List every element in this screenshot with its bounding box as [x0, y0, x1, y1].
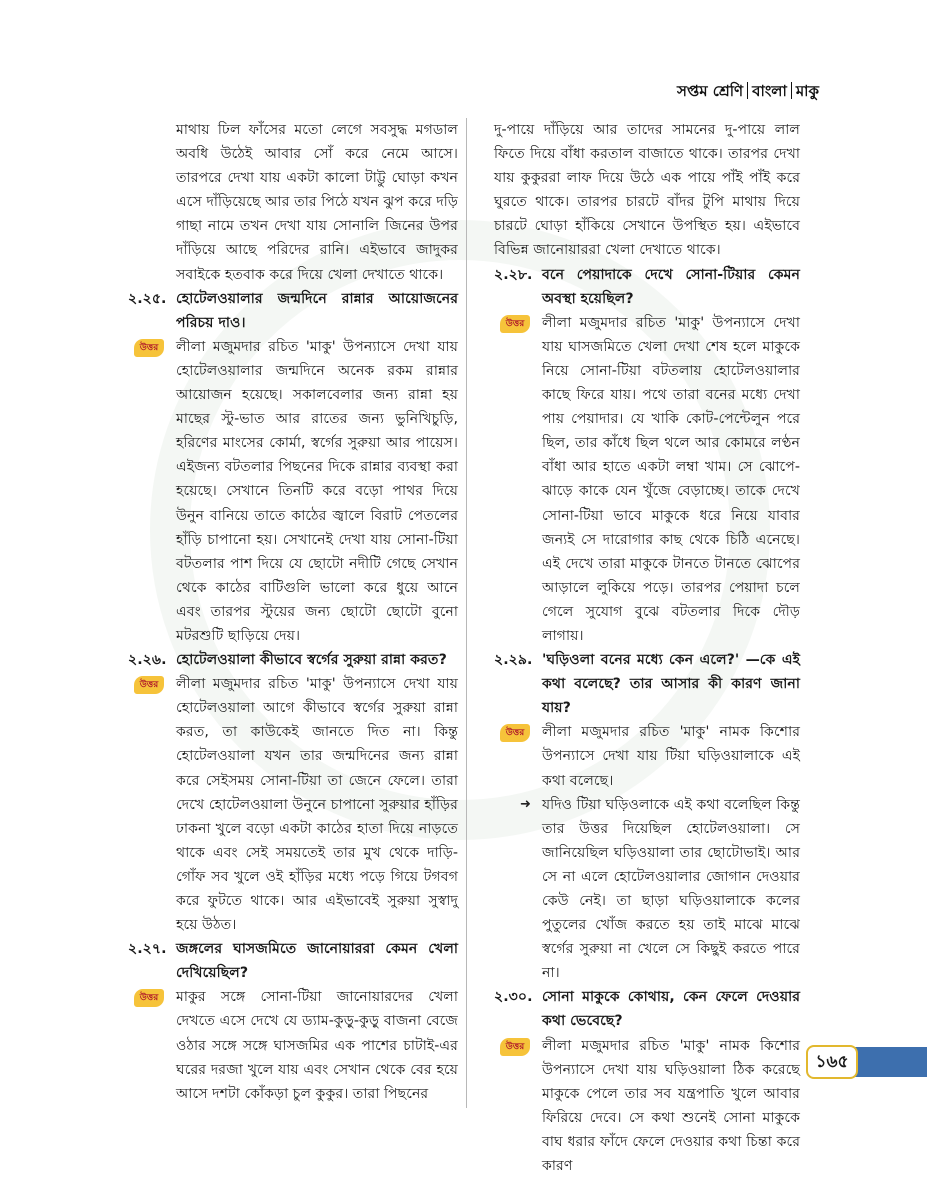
question-text: জঙ্গলের ঘাসজমিতে জানোয়াররা কেমন খেলা দেখিয়েছিল? — [176, 941, 458, 982]
header-separator — [747, 82, 748, 99]
question-number: ২.২৮. — [494, 266, 533, 283]
answer-2-25 — [128, 335, 458, 648]
arrow-bullet-icon: ➜ — [520, 796, 531, 812]
answer-2-29-continued — [494, 793, 800, 986]
left-column — [128, 118, 458, 1106]
answer-icon: উত্তর — [500, 724, 530, 742]
question-number: ২.২৯. — [494, 652, 533, 669]
answer-text: লীলা মজুমদার রচিত 'মাকু' নামক কিশোর উপন্যাসে দেখা যায় টিয়া ঘড়িওয়ালাকে এই কথা বলেছে। — [542, 724, 800, 789]
question-number: ২.২৫. — [128, 290, 167, 307]
question-2-27 — [128, 937, 458, 985]
answer-icon: উত্তর — [134, 339, 164, 357]
question-2-26 — [128, 648, 458, 672]
header-class: সপ্তম শ্রেণি — [676, 82, 744, 100]
answer-text: যদিও টিয়া ঘড়িওলাকে এই কথা বলেছিল কিন্তু তার উত্তর দিয়েছিল হোটেলওয়ালা। সে জানিয়েছিল ঘড়িওয়ালা তার ছোটোভাই। আর সে না এলে হোটেলওয়ালার জোগান দেওয়ার কেউ নেই। তা ছাড়া ঘড়িওয়ালাকে কলের পুতুলের খোঁজ করতে হয় তাই মাঝে মাঝে স্বর্গের সুরুয়া না খেলে সে কিছুই করতে পারে না। — [542, 796, 800, 982]
question-2-30 — [494, 985, 800, 1033]
header-chapter: মাকু — [795, 82, 819, 100]
running-header — [677, 80, 819, 105]
question-text: হোটেলওয়ালার জন্মদিনে রান্নার আয়োজনের পরিচয় দাও। — [176, 290, 458, 331]
column-divider — [466, 118, 467, 1108]
question-2-28 — [494, 263, 800, 311]
continued-paragraph: মাথায় ঢিল ফাঁসের মতো লেগে সবসুদ্ধ মগডাল অবধি উঠেই আবার সোঁ করে নেমে আসে। তারপরে দেখা যায় একটা কালো টাট্টু ঘোড়া কখন এসে দাঁড়িয়েছে আর তার পিঠে যখন ঝুপ করে দড়ি গাছা নামে তখন দেখা যায় সোনালি জিনের উপর দাঁড়িয়ে আছে পরিদের রানি। এইভাবে জাদুকর সবাইকে হতবাক করে দিয়ে খেলা দেখাতে থাকে। — [176, 122, 458, 283]
question-2-25 — [128, 287, 458, 335]
answer-2-27 — [128, 985, 458, 1105]
question-2-29 — [494, 648, 800, 720]
question-text: বনে পেয়াদাকে দেখে সোনা-টিয়ার কেমন অবস্থা হয়েছিল? — [542, 266, 800, 307]
question-text: 'ঘড়িওলা বনের মধ্যে কেন এলে?' —কে এই কথা বলেছে? তার আসার কী কারণ জানা যায়? — [542, 652, 800, 717]
continued-paragraph: দু-পায়ে দাঁড়িয়ে আর তাদের সামনের দু-পায়ে লাল ফিতে দিয়ে বাঁধা করতাল বাজাতে থাকে। তারপর দেখা যায় কুকুররা লাফ দিয়ে উঠে এক পায়ে পাঁই পাঁই করে ঘুরতে থাকে। তারপর চারটে বাঁদর টুপি মাথায় দিয়ে চারটে ঘোড়া হাঁকিয়ে সেখানে উপস্থিত হয়। এইভাবে বিভিন্ন জানোয়াররা খেলা দেখাতে থাকে। — [494, 122, 800, 259]
page-number: ১৬৫ — [806, 1045, 858, 1079]
question-number: ২.২৭. — [128, 941, 167, 958]
answer-icon: উত্তর — [500, 315, 530, 333]
question-text: হোটেলওয়ালা কীভাবে স্বর্গের সুরুয়া রান্না করত? — [176, 652, 447, 669]
answer-text: মাকুর সঙ্গে সোনা-টিয়া জানোয়ারদের খেলা দেখতে এসে দেখে যে ড্যাম-কুড়ু-কুড়ু বাজনা বেজে ওঠার সঙ্গে সঙ্গে ঘাসজমির এক পাশের চাটাই-এর ঘরের দরজা খুলে যায় এবং সেখান থেকে বের হয়ে আসে দশটা কোঁকড়া চুল কুকুর। তারা পিছনের — [176, 989, 458, 1102]
answer-icon: উত্তর — [500, 1038, 530, 1056]
answer-text: লীলা মজুমদার রচিত 'মাকু' উপন্যাসে দেখা যায় হোটেলওয়ালার জন্মদিনে অনেক রকম রান্নার আয়োজন হয়েছে। সকালবেলার জন্য রান্না হয় মাছের স্টু-ভাত আর রাতের জন্য ভুনিখিচুড়ি, হরিণের মাংসের কোর্মা, স্বর্গের সুরুয়া আর পায়েস। এইজন্য বটতলার পিছনের দিকে রান্নার ব্যবস্থা করা হয়েছে। সেখানে তিনটি করে বড়ো পাথর দিয়ে উনুন বানিয়ে তাতে কাঠের জ্বালে বিরাট পেতলের হাঁড়ি চাপানো হয়। সেখানেই দেখা যায় সোনা-টিয়া বটতলার পাশ দিয়ে যে ছোটো নদীটি গেছে সেখান থেকে কাঠের বাটিগুলি ভালো করে ধুয়ে আনে এবং তারপর স্টুয়ের জন্য ছোটো ছোটো বুনো মটরশুটি ছাড়িয়ে দেয়। — [176, 338, 458, 644]
question-number: ২.২৬. — [128, 652, 167, 669]
header-separator — [791, 82, 792, 99]
answer-text: লীলা মজুমদার রচিত 'মাকু' উপন্যাসে দেখা যায় হোটেলওয়ালা আগে কীভাবে স্বর্গের সুরুয়া রান্না করত, তা কাউকেই জানতে দিত না। কিন্তু হোটেলওয়ালা যখন তার জন্মদিনের জন্য রান্না করে সেইসময় সোনা-টিয়া তা জেনে ফেলে। তারা দেখে হোটেলওয়ালা উনুনে চাপানো সুরুয়ার হাঁড়ির ঢাকনা খুলে বড়ো একটা কাঠের হাতা দিয়ে নাড়তে থাকে এবং সেই সময়তেই তার মুখ থেকে দাড়ি-গোঁফ সব খুলে ওই হাঁড়ির মধ্যে পড়ে গিয়ে টগবগ করে ফুটতে থাকে। আর এইভাবেই সুরুয়া সুস্বাদু হয়ে উঠত। — [176, 676, 458, 934]
header-subject: বাংলা — [752, 82, 787, 100]
right-column — [494, 118, 800, 1178]
answer-2-26 — [128, 672, 458, 937]
answer-2-30 — [494, 1034, 800, 1179]
answer-2-28 — [494, 311, 800, 648]
question-text: সোনা মাকুকে কোথায়, কেন ফেলে দেওয়ার কথা ভেবেছে? — [542, 989, 800, 1030]
answer-text: লীলা মজুমদার রচিত 'মাকু' নামক কিশোর উপন্যাসে দেখা যায় ঘড়িওয়ালা ঠিক করেছে মাকুকে পেলে তার সব যন্ত্রপাতি খুলে আবার ফিরিয়ে দেবে। সে কথা শুনেই সোনা মাকুকে বাঘ ধরার ফাঁদে ফেলে দেওয়ার কথা চিন্তা করে কারণ — [542, 1037, 800, 1175]
question-number: ২.৩০. — [494, 989, 533, 1006]
answer-2-29 — [494, 720, 800, 792]
answer-icon: উত্তর — [134, 676, 164, 694]
answer-icon: উত্তর — [134, 989, 164, 1007]
answer-text: লীলা মজুমদার রচিত 'মাকু' উপন্যাসে দেখা যায় ঘাসজমিতে খেলা দেখা শেষ হলে মাকুকে নিয়ে সোনা-টিয়া বটতলায় হোটেলওয়ালার কাছে ফিরে যায়। পথে তারা বনের মধ্যে দেখা পায় পেয়াদার। যে খাকি কোট-পেন্টেলুন পরে ছিল, তার কাঁধে ছিল থলে আর কোমরে লণ্ঠন বাঁধা আর হাতে একটা লম্বা খাম। সে ঝোপে-ঝাড়ে কাকে যেন খুঁজে বেড়াচ্ছে। তাকে দেখে সোনা-টিয়া ভাবে মাকুকে ধরে নিয়ে যাবার জন্যই সে দারোগার কাছ থেকে চিঠি এনেছে। এই দেখে তারা মাকুকে টানতে টানতে ঝোপের আড়ালে লুকিয়ে পড়ে। তারপর পেয়াদা চলে গেলে সুযোগ বুঝে বটতলার দিকে দৌড় লাগায়। — [542, 314, 800, 644]
